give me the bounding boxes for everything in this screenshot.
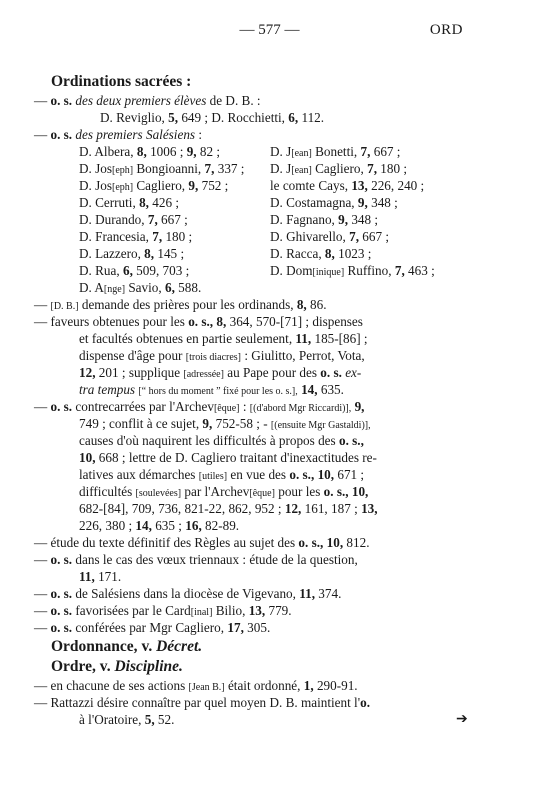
text-segment: pour les: [274, 484, 324, 499]
text-segment: [inique]: [312, 267, 345, 278]
text-segment: causes d'où naquirent les difficultés à propos des: [79, 433, 339, 448]
text-segment: Ordre,: [51, 658, 96, 675]
text-segment: 112.: [298, 110, 325, 125]
text-segment: 463 ;: [404, 263, 435, 278]
index-line: [100, 109, 324, 126]
text-segment: 10,: [79, 450, 96, 465]
text-segment: —: [34, 297, 51, 312]
text-segment: Bilio,: [212, 603, 249, 618]
text-segment: o. s.,: [289, 467, 315, 482]
text-segment: 226, 380 ;: [79, 518, 136, 533]
text-segment: [soulevées]: [135, 488, 182, 499]
text-segment: Bongioanni,: [133, 161, 205, 176]
text-segment: 8,: [144, 246, 155, 261]
text-segment: 9,: [357, 195, 368, 210]
index-line: [79, 432, 364, 449]
text-segment: D. Cerruti,: [79, 195, 140, 210]
index-line: [79, 449, 377, 466]
text-segment: [eph]: [111, 165, 134, 176]
index-line: [79, 568, 121, 585]
text-segment: o. s.: [50, 127, 73, 142]
index-line: [34, 551, 358, 568]
text-segment: le comte Cays,: [270, 178, 352, 193]
text-segment: favorisées par le Card: [72, 603, 191, 618]
index-line: [79, 211, 188, 228]
index-line: [34, 126, 202, 143]
text-segment: o. s.,: [338, 433, 364, 448]
index-line: [270, 211, 378, 228]
index-line: [79, 194, 179, 211]
text-segment: Ordinations sacrées :: [51, 73, 192, 90]
text-segment: 8,: [296, 297, 307, 312]
index-line: [270, 245, 371, 262]
text-segment: 86.: [306, 297, 327, 312]
text-segment: D. Albera,: [79, 144, 137, 159]
entry-heading: [51, 658, 183, 675]
index-line: [79, 711, 174, 728]
text-segment: v.: [137, 638, 157, 655]
text-segment: —: [34, 603, 51, 618]
text-segment: o.: [360, 695, 370, 710]
text-segment: —: [34, 552, 51, 567]
text-segment: [“ hors du moment ” fixé pour les o. s.],: [138, 386, 298, 397]
text-segment: Ordonnance,: [51, 638, 138, 655]
entry-heading: [51, 638, 202, 655]
text-segment: 11,: [295, 331, 312, 346]
text-segment: était ordonné,: [224, 678, 304, 693]
text-segment: 13,: [361, 501, 378, 516]
text-segment: [trois diacres]: [185, 352, 242, 363]
text-segment: 185-[86] ;: [311, 331, 368, 346]
text-segment: 13,: [248, 603, 266, 618]
text-segment: 671 ;: [334, 467, 365, 482]
text-segment: 305.: [243, 620, 271, 635]
text-segment: 9,: [354, 399, 365, 414]
text-segment: 667 ;: [157, 212, 188, 227]
text-segment: de D. B. :: [206, 93, 261, 108]
text-segment: 5,: [144, 712, 155, 727]
text-segment: 290-91.: [313, 678, 358, 693]
text-segment: 668 ; lettre de D. Cagliero traitant d'inexactitudes re-: [95, 450, 377, 465]
page-number: — 577 —: [239, 22, 300, 38]
text-segment: 426 ;: [148, 195, 180, 210]
text-segment: conférées par Mgr Cagliero,: [72, 620, 228, 635]
text-segment: 17,: [227, 620, 244, 635]
text-segment: D. Durando,: [79, 212, 148, 227]
index-line: [79, 330, 368, 347]
text-segment: 14,: [135, 518, 152, 533]
text-segment: dispense d'âge pour: [79, 348, 186, 363]
text-segment: —: [34, 620, 51, 635]
text-segment: o. s.,: [298, 535, 324, 550]
text-segment: 5,: [168, 110, 179, 125]
text-segment: [ean]: [291, 165, 312, 176]
text-segment: 9,: [202, 416, 213, 431]
text-segment: 588.: [174, 280, 202, 295]
text-segment: 6,: [122, 263, 133, 278]
index-line: [34, 585, 341, 602]
text-segment: [D. B.]: [50, 301, 79, 312]
index-line: [34, 694, 370, 711]
text-segment: au Pape pour des: [223, 365, 321, 380]
text-segment: Savio,: [125, 280, 165, 295]
text-segment: 16,: [185, 518, 202, 533]
index-line: [270, 228, 389, 245]
text-segment: [(ensuite Mgr Gastaldi)],: [270, 420, 371, 431]
text-segment: : Giulitto, Perrot, Vota,: [241, 348, 365, 363]
text-segment: o. s.: [50, 620, 73, 635]
text-segment: 171.: [94, 569, 122, 584]
index-line: [270, 262, 435, 281]
index-line: [34, 534, 370, 551]
text-segment: 180 ;: [162, 229, 193, 244]
text-segment: 1,: [303, 678, 314, 693]
text-segment: :: [195, 127, 203, 142]
text-segment: —: [34, 127, 51, 142]
text-segment: [inal]: [190, 607, 213, 618]
text-segment: D. Reviglio,: [100, 110, 169, 125]
index-line: [34, 92, 261, 109]
text-segment: 14,: [301, 382, 318, 397]
text-segment: 9,: [188, 178, 199, 193]
text-segment: — en chacune de ses actions: [34, 678, 189, 693]
continue-arrow-icon: ➔: [456, 712, 468, 727]
text-segment: 11,: [79, 569, 95, 584]
index-line: [34, 619, 270, 636]
text-segment: D. Racca,: [270, 246, 325, 261]
text-segment: 752-58 ; -: [212, 416, 271, 431]
text-segment: ex-: [345, 365, 362, 380]
text-segment: 635.: [317, 382, 344, 397]
text-segment: 364, 570-[71] ; dispenses: [226, 314, 363, 329]
index-line: [34, 313, 363, 330]
text-segment: 337 ;: [214, 161, 245, 176]
text-segment: 10,: [326, 535, 344, 550]
text-segment: 226, 240 ;: [367, 178, 425, 193]
index-line: [79, 262, 189, 279]
text-segment: [êque]: [249, 488, 275, 499]
text-segment: 7,: [152, 229, 163, 244]
text-segment: 9,: [186, 144, 197, 159]
text-segment: 7,: [360, 144, 371, 159]
text-segment: 7,: [349, 229, 359, 244]
text-segment: de Salésiens dans la diocèse de Vigevano,: [72, 586, 300, 601]
text-segment: — étude du texte définitif des Règles au sujet des: [34, 535, 299, 550]
text-segment: — faveurs obtenues pour les: [34, 314, 189, 329]
text-segment: 7,: [367, 161, 377, 176]
text-segment: [eph]: [111, 182, 134, 193]
text-segment: 145 ;: [154, 246, 185, 261]
text-segment: latives aux démarches: [79, 467, 199, 482]
index-line: [79, 517, 239, 534]
text-segment: Cagliero,: [133, 178, 189, 193]
index-line: [79, 143, 220, 160]
text-segment: o. s.: [320, 365, 342, 380]
text-segment: [ean]: [291, 148, 312, 159]
text-segment: 10,: [351, 484, 369, 499]
text-segment: D. Jos: [79, 178, 112, 193]
text-segment: [adressée]: [183, 369, 224, 380]
text-segment: D. Lazzero,: [79, 246, 145, 261]
text-segment: [(d'abord Mgr Riccardi)],: [249, 403, 352, 414]
text-segment: Décret.: [156, 638, 203, 655]
text-segment: 667 ;: [359, 229, 390, 244]
text-segment: 7,: [394, 263, 405, 278]
text-segment: des deux premiers élèves: [75, 93, 207, 108]
text-segment: par l'Archev: [181, 484, 250, 499]
text-segment: difficultés: [79, 484, 136, 499]
text-segment: 11,: [299, 586, 315, 601]
text-segment: 82 ;: [196, 144, 221, 159]
text-segment: 52.: [154, 712, 175, 727]
text-segment: 6,: [164, 280, 175, 295]
text-segment: 10,: [317, 467, 335, 482]
entry-heading: [51, 73, 191, 90]
text-segment: dans le cas des vœux triennaux : étude de la question,: [72, 552, 358, 567]
text-segment: 348 ;: [367, 195, 398, 210]
text-segment: —: [34, 93, 51, 108]
text-segment: 7,: [147, 212, 158, 227]
index-line: [270, 177, 424, 194]
text-segment: D. Dom: [270, 263, 313, 278]
running-title: ORD: [429, 22, 463, 38]
text-segment: — Rattazzi désire connaître par quel moyen D. B. maintient l': [34, 695, 361, 710]
text-segment: o. s.: [50, 93, 73, 108]
text-segment: 682-[84], 709, 736, 821-22, 862, 952 ;: [79, 501, 285, 516]
text-segment: 635 ;: [151, 518, 186, 533]
text-segment: 1023 ;: [334, 246, 372, 261]
text-segment: 7,: [204, 161, 215, 176]
text-segment: o. s.: [50, 586, 73, 601]
text-segment: 13,: [351, 178, 368, 193]
text-segment: 812.: [343, 535, 370, 550]
text-segment: :: [239, 399, 250, 414]
text-segment: 12,: [284, 501, 302, 516]
text-segment: D. Jos: [79, 161, 112, 176]
text-segment: D. Fagnano,: [270, 212, 339, 227]
text-segment: 374.: [315, 586, 342, 601]
text-segment: 9,: [338, 212, 349, 227]
text-segment: o. s.: [50, 399, 73, 414]
text-segment: contrecarrées par l'Archev: [72, 399, 214, 414]
text-segment: 649 ; D. Rocchietti,: [178, 110, 289, 125]
text-segment: Ruffino,: [344, 263, 395, 278]
text-segment: 8,: [136, 144, 147, 159]
text-segment: 749 ; conflit à ce sujet,: [79, 416, 203, 431]
text-segment: o. s.,: [323, 484, 349, 499]
index-line: [79, 245, 184, 262]
text-segment: 1006 ;: [146, 144, 187, 159]
text-segment: v.: [95, 658, 115, 675]
text-segment: Cagliero,: [311, 161, 368, 176]
text-segment: [utiles]: [198, 471, 228, 482]
text-segment: 6,: [288, 110, 299, 125]
text-segment: —: [34, 399, 51, 414]
text-segment: 8,: [216, 314, 227, 329]
text-segment: o. s.: [50, 603, 73, 618]
page-header: [0, 22, 539, 42]
text-segment: 8,: [324, 246, 335, 261]
text-segment: 509, 703 ;: [132, 263, 190, 278]
text-segment: o. s.,: [188, 314, 214, 329]
text-segment: o. s.: [50, 552, 73, 567]
index-line: [270, 194, 398, 211]
text-segment: D. Rua,: [79, 263, 123, 278]
text-segment: D. Costamagna,: [270, 195, 358, 210]
text-segment: D. Ghivarello,: [270, 229, 350, 244]
text-segment: 201 ; supplique: [95, 365, 184, 380]
text-segment: 180 ;: [377, 161, 408, 176]
index-line: [79, 228, 192, 245]
text-segment: D. J: [270, 144, 292, 159]
text-segment: [Jean B.]: [188, 682, 225, 693]
text-segment: 779.: [265, 603, 292, 618]
text-segment: 752 ;: [198, 178, 229, 193]
text-segment: —: [34, 586, 51, 601]
text-segment: à l'Oratoire,: [79, 712, 145, 727]
text-segment: 12,: [79, 365, 96, 380]
text-segment: 161, 187 ;: [301, 501, 362, 516]
text-segment: 348 ;: [348, 212, 379, 227]
text-segment: [nge]: [103, 284, 126, 295]
index-line: [79, 500, 378, 517]
text-segment: 667 ;: [370, 144, 401, 159]
text-segment: demande des prières pour les ordinands,: [78, 297, 297, 312]
text-segment: tra tempus: [79, 382, 136, 397]
text-segment: [êque]: [213, 403, 240, 414]
text-segment: D. A: [79, 280, 104, 295]
text-segment: Discipline.: [114, 658, 183, 675]
text-segment: et facultés obtenues en partie seulement,: [79, 331, 296, 346]
text-segment: D. J: [270, 161, 292, 176]
text-segment: en vue des: [227, 467, 290, 482]
text-segment: 82-89.: [201, 518, 240, 533]
text-segment: 8,: [139, 195, 149, 210]
text-segment: Bonetti,: [311, 144, 361, 159]
text-segment: D. Francesia,: [79, 229, 153, 244]
text-segment: des premiers Salésiens: [75, 127, 196, 142]
